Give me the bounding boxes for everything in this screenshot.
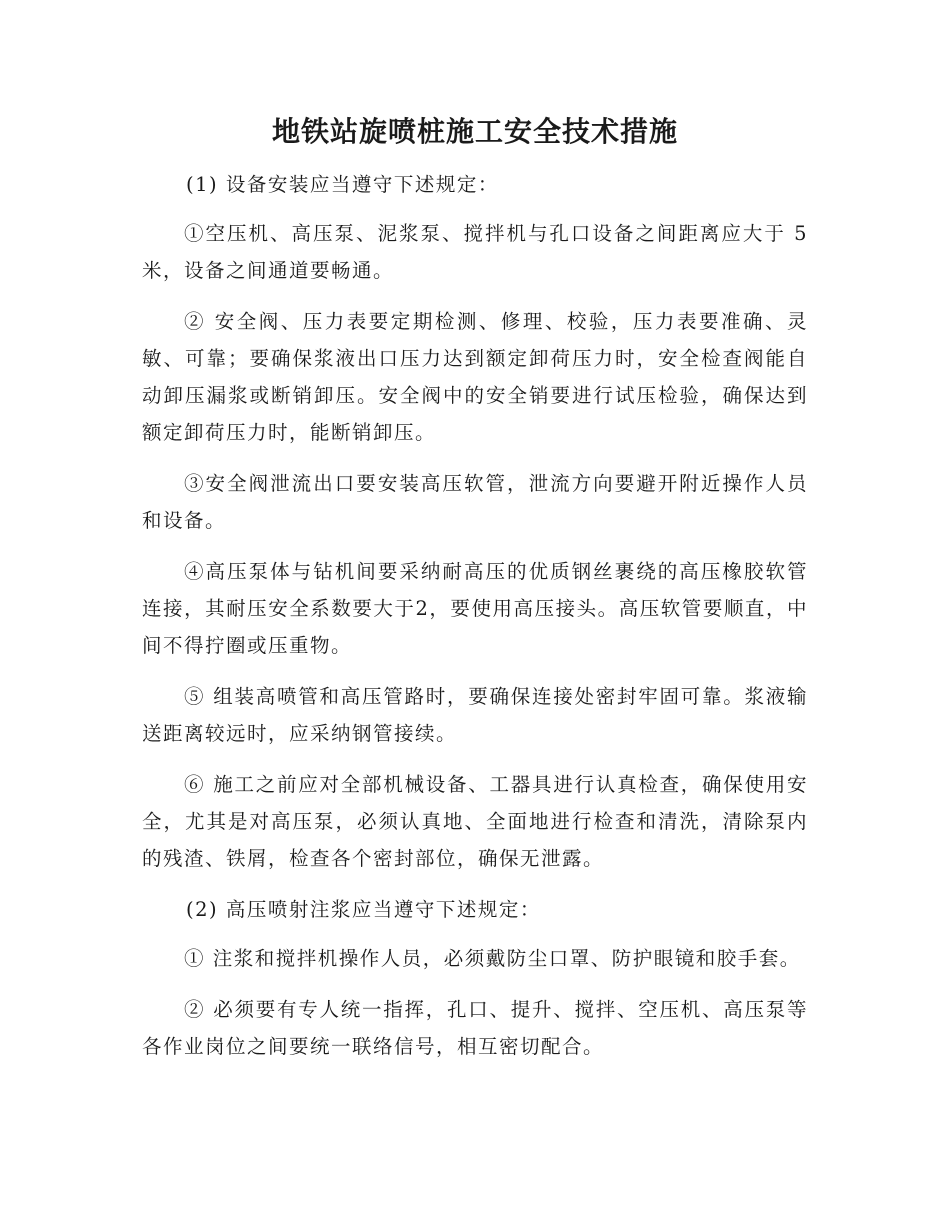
paragraph-item-2: ② 安全阀、压力表要定期检测、修理、校验，压力表要准确、灵敏、可靠；要确保浆液出口压力达到额定卸荷压力时，安全检查阀能自动卸压漏浆或断销卸压。安全阀中的安全销要进行试压检验，确保达到额定卸荷压力时，能断销卸压。 [142, 310, 808, 444]
section-heading-2: (2) 高压喷射注浆应当遵守下述规定： [186, 898, 541, 921]
paragraph-item-4: ④高压泵体与钻机间要采纳耐高压的优质钢丝裹绕的高压橡胶软管连接，其耐压安全系数要大于2，要使用高压接头。高压软管要顺直，中间不得拧圈或压重物。 [142, 560, 808, 657]
paragraph-item-6: ⑥ 施工之前应对全部机械设备、工器具进行认真检查，确保使用安全，尤其是对高压泵，必须认真地、全面地进行检查和清洗，清除泵内的残渣、铁屑，检查各个密封部位，确保无泄露。 [142, 773, 808, 870]
paragraph-item-8: ② 必须要有专人统一指挥，孔口、提升、搅拌、空压机、高压泵等各作业岗位之间要统一联络信号，相互密切配合。 [142, 998, 808, 1058]
paragraph-item-1: ①空压机、高压泵、泥浆泵、搅拌机与孔口设备之间距离应大于 5 米，设备之间通道要畅通。 [142, 222, 808, 282]
paragraph-item-7: ① 注浆和搅拌机操作人员，必须戴防尘口罩、防护眼镜和胶手套。 [184, 947, 801, 970]
document-body [142, 166, 808, 1079]
paragraph-item-3: ③安全阀泄流出口要安装高压软管，泄流方向要避开附近操作人员和设备。 [142, 472, 808, 532]
section-heading-1: (1) 设备安装应当遵守下述规定： [186, 173, 499, 196]
document-title: 地铁站旋喷桩施工安全技术措施 [271, 115, 678, 148]
paragraph-item-5: ⑤ 组装高喷管和高压管路时，要确保连接处密封牢固可靠。浆液输送距离较远时，应采纳钢管接续。 [142, 685, 808, 745]
